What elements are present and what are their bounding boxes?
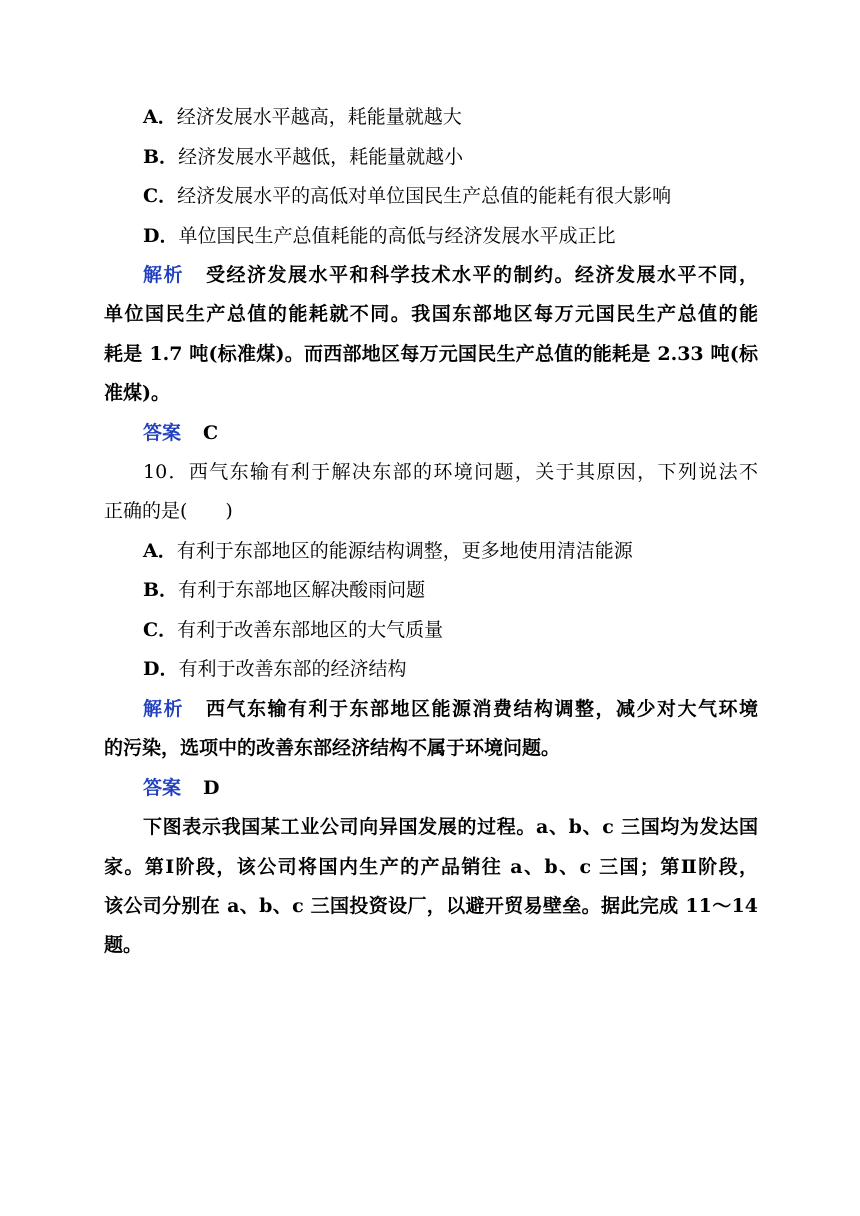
q9-option-c: C．经济发展水平的高低对单位国民生产总值的能耗有很大影响 [143,185,672,207]
q10-analysis-label: 解析 [143,698,184,720]
q10-analysis-line-1: 解析 西气东输有利于东部地区能源消费结构调整，减少对大气环境 [143,698,758,720]
q9-answer-value: C [203,422,219,444]
q10-option-b: B．有利于东部地区解决酸雨问题 [143,579,426,601]
q10-stem-line-2: 正确的是( ) [104,500,233,522]
q9-analysis-line-4: 准煤)。 [104,382,170,404]
q10-option-d: D．有利于改善东部的经济结构 [143,658,407,680]
q10-option-c: C．有利于改善东部地区的大气质量 [143,619,444,641]
q10-answer [143,776,758,800]
q9-analysis-label: 解析 [143,264,184,286]
q9-analysis-line-2: 单位国民生产总值的能耗就不同。我国东部地区每万元国民生产总值的能 [104,303,758,325]
q9-option-d: D．单位国民生产总值耗能的高低与经济发展水平成正比 [143,225,616,247]
intro-line-3: 该公司分别在 a、b、c 三国投资设厂，以避开贸易壁垒。据此完成 11～14 [104,895,758,917]
q10-stem-line-1: 10．西气东输有利于解决东部的环境问题，关于其原因，下列说法不 [143,461,758,483]
q9-answer-label: 答案 [143,422,182,444]
q9-option-a: A．经济发展水平越高，耗能量就越大 [143,106,462,128]
q9-analysis-line-3: 耗是 1.7 吨(标准煤)。而西部地区每万元国民生产总值的能耗是 2.33 吨(标 [104,343,758,365]
intro-line-4: 题。 [104,934,143,956]
q9-answer [143,421,758,445]
q10-answer-value: D [203,777,220,799]
intro-line-2: 家。第Ⅰ阶段，该公司将国内生产的产品销往 a、b、c 三国；第Ⅱ阶段， [104,856,758,878]
intro-line-1: 下图表示我国某工业公司向异国发展的过程。a、b、c 三国均为发达国 [143,816,758,838]
q10-analysis-line-2: 的污染，选项中的改善东部经济结构不属于环境问题。 [104,737,561,759]
q10-option-a: A．有利于东部地区的能源结构调整，更多地使用清洁能源 [143,540,633,562]
q9-option-b: B．经济发展水平越低，耗能量就越小 [143,146,464,168]
q9-analysis-line-1: 解析 受经济发展水平和科学技术水平的制约。经济发展水平不同， [143,264,758,286]
q10-answer-label: 答案 [143,777,182,799]
